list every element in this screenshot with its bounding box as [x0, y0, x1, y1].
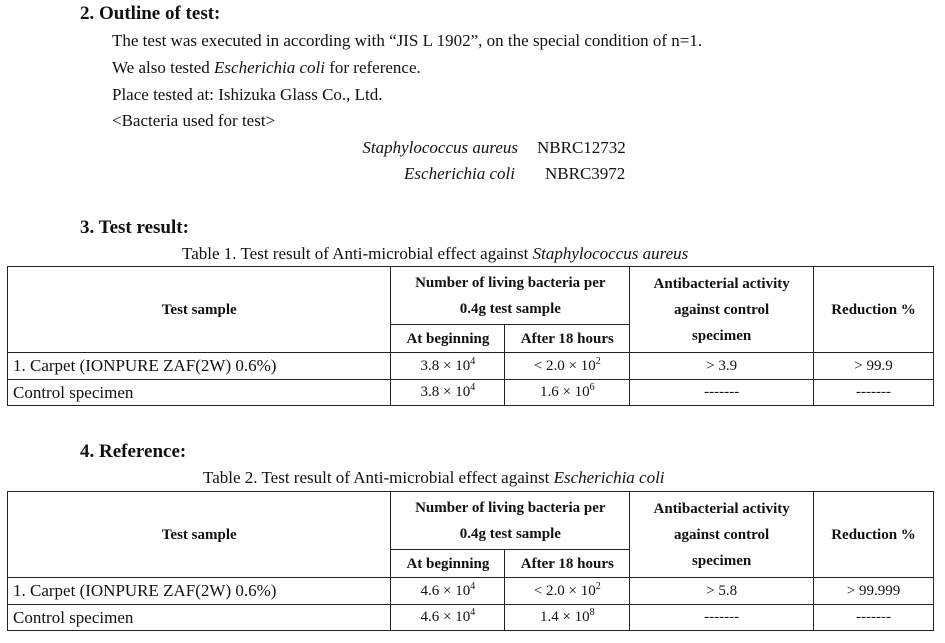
table-2-header-at-beginning: At beginning — [391, 550, 505, 578]
table-1-row-2-activity: ------- — [630, 380, 814, 406]
living-line-2: 0.4g test sample — [459, 300, 561, 317]
table-2-row-2-begin — [391, 605, 505, 631]
table-2-row-1-after — [505, 578, 630, 605]
table-2 — [7, 491, 934, 631]
table-2-row-2-sample: Control specimen — [8, 605, 391, 631]
table-1-row-2-sample: Control specimen — [8, 380, 391, 406]
value-base: < 2.0 × 10 — [533, 582, 596, 599]
outline-line-2 — [112, 58, 421, 78]
value-exponent: 2 — [595, 355, 601, 367]
table-1-row-1-sample: 1. Carpet (IONPURE ZAF(2W) 0.6%) — [8, 353, 391, 380]
table-row — [8, 380, 934, 406]
value-exponent: 4 — [470, 355, 476, 367]
table-1-caption-pre: Table 1. Test result of Anti-microbial effect against — [182, 244, 533, 263]
table-2-header-activity — [630, 492, 814, 578]
value-base: 1.6 × 10 — [539, 384, 590, 400]
table-1-row-2-reduction: ------- — [814, 380, 934, 406]
activity-line-2: against control — [674, 301, 770, 318]
section-2-heading: 2. Outline of test: — [80, 3, 221, 24]
table-2-header-test-sample: Test sample — [8, 492, 391, 578]
table-1-header-living-bacteria — [391, 267, 630, 325]
living-line-2: 0.4g test sample — [459, 525, 561, 542]
outline-line-4: <Bacteria used for test> — [112, 111, 276, 130]
table-1-row-1-begin — [391, 353, 505, 380]
value-exponent: 4 — [470, 607, 476, 618]
value-base: 3.8 × 10 — [420, 357, 471, 374]
living-line-1: Number of living bacteria per — [415, 274, 606, 291]
table-2-row-2-after — [505, 605, 630, 631]
table-1-caption — [182, 244, 688, 264]
table-1-header-reduction: Reduction % — [814, 267, 934, 353]
table-1-row-1-reduction: > 99.9 — [814, 353, 934, 380]
bacteria-code-2: NBRC3972 — [545, 164, 626, 183]
table-2-caption — [203, 468, 665, 488]
table-2-header-after-18: After 18 hours — [505, 550, 630, 578]
bacteria-name-1: Staphylococcus aureus — [362, 138, 518, 157]
section-4-heading: 4. Reference: — [80, 441, 187, 462]
bacteria-code-1: NBRC12732 — [537, 138, 626, 157]
activity-line-2: against control — [674, 526, 770, 543]
bacteria-name-2: Escherichia coli — [404, 164, 515, 183]
table-2-row-2-activity: ------- — [630, 605, 814, 631]
table-1-header-activity — [630, 267, 814, 353]
table-row — [8, 605, 934, 631]
value-exponent: 8 — [589, 607, 595, 618]
table-1-row-1-activity: > 3.9 — [630, 353, 814, 380]
table-1-header-after-18: After 18 hours — [505, 325, 630, 353]
table-1-row-1-after — [505, 353, 630, 380]
living-line-1: Number of living bacteria per — [415, 499, 606, 516]
activity-line-1: Antibacterial activity — [653, 275, 790, 292]
outline-line-2-italic: Escherichia coli — [214, 58, 325, 77]
section-3-heading: 3. Test result: — [80, 217, 189, 238]
table-2-row-1-sample: 1. Carpet (IONPURE ZAF(2W) 0.6%) — [8, 578, 391, 605]
activity-line-1: Antibacterial activity — [653, 500, 790, 517]
table-2-row-1-reduction: > 99.999 — [814, 578, 934, 605]
table-2-caption-pre: Table 2. Test result of Anti-microbial effect against — [203, 468, 554, 487]
table-1-row-2-begin — [391, 380, 505, 406]
table-2-row-2-reduction: ------- — [814, 605, 934, 631]
value-base: 4.6 × 10 — [420, 609, 471, 625]
outline-line-1: The test was executed in according with “JIS L 1902”, on the special condition of n=1. — [112, 31, 703, 50]
table-2-row-1-activity: > 5.8 — [630, 578, 814, 605]
value-exponent: 2 — [595, 580, 601, 592]
table-1-caption-italic: Staphylococcus aureus — [532, 244, 689, 263]
outline-line-3: Place tested at: Ishizuka Glass Co., Ltd. — [112, 85, 383, 104]
value-base: < 2.0 × 10 — [533, 357, 596, 374]
value-exponent: 4 — [470, 580, 476, 592]
activity-line-3: specimen — [692, 327, 752, 344]
outline-line-2-post: for reference. — [324, 58, 421, 77]
value-exponent: 4 — [470, 382, 476, 393]
table-1 — [7, 266, 934, 406]
value-exponent: 6 — [589, 382, 595, 393]
table-2-caption-italic: Escherichia coli — [553, 468, 665, 487]
table-row — [8, 353, 934, 380]
outline-line-2-pre: We also tested — [112, 58, 215, 77]
activity-line-3: specimen — [692, 552, 752, 569]
value-base: 3.8 × 10 — [420, 384, 471, 400]
table-1-header-test-sample: Test sample — [8, 267, 391, 353]
table-1-header-at-beginning: At beginning — [391, 325, 505, 353]
value-base: 1.4 × 10 — [539, 609, 590, 625]
value-base: 4.6 × 10 — [420, 582, 471, 599]
table-1-row-2-after — [505, 380, 630, 406]
table-2-header-living-bacteria — [391, 492, 630, 550]
table-2-row-1-begin — [391, 578, 505, 605]
table-2-header-reduction: Reduction % — [814, 492, 934, 578]
table-row — [8, 578, 934, 605]
